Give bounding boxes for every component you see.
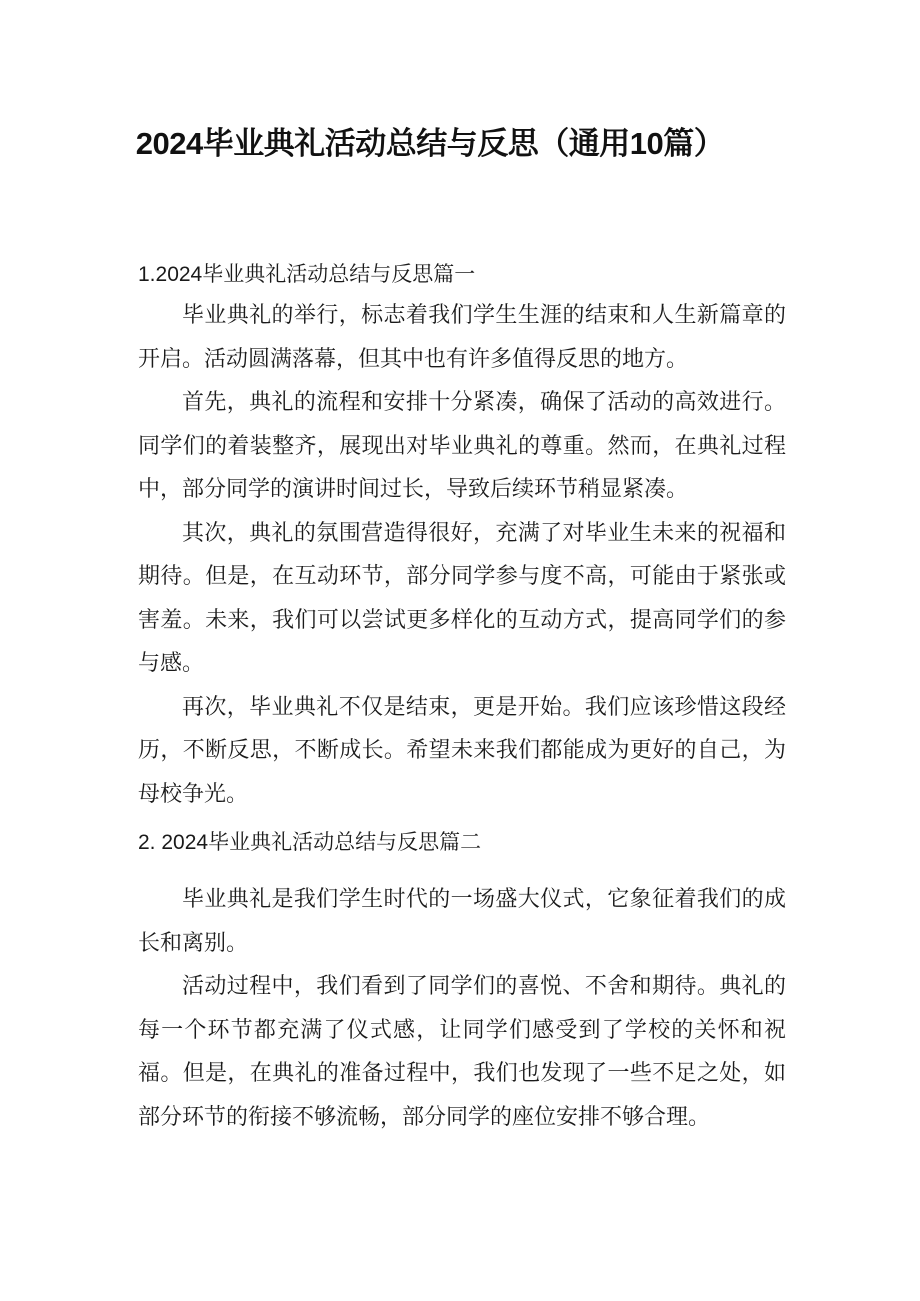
section-1 <box>138 258 786 816</box>
paragraph: 毕业典礼是我们学生时代的一场盛大仪式，它象征着我们的成长和离别。 <box>138 887 786 956</box>
document-title: 2024毕业典礼活动总结与反思（通用10篇） <box>135 126 725 161</box>
paragraph: 首先，典礼的流程和安排十分紧凑，确保了活动的高效进行。同学们的着装整齐，展现出对毕业典礼的尊重。然而，在典礼过程中，部分同学的演讲时间过长，导致后续环节稍显紧凑。 <box>138 390 786 502</box>
paragraph: 其次，典礼的氛围营造得很好，充满了对毕业生未来的祝福和期待。但是，在互动环节，部分同学参与度不高，可能由于紧张或害羞。未来，我们可以尝试更多样化的互动方式，提高同学们的参与感。 <box>138 520 786 676</box>
paragraph: 再次，毕业典礼不仅是结束，更是开始。我们应该珍惜这段经历，不断反思，不断成长。希望未来我们都能成为更好的自己，为母校争光。 <box>138 694 786 807</box>
section-heading: 1.2024毕业典礼活动总结与反思篇一 <box>138 263 476 286</box>
paragraph: 毕业典礼的举行，标志着我们学生生涯的结束和人生新篇章的开启。活动圆满落幕，但其中也有许多值得反思的地方。 <box>138 303 786 372</box>
document-body <box>138 258 786 1139</box>
paragraph: 活动过程中，我们看到了同学们的喜悦、不舍和期待。典礼的每一个环节都充满了仪式感，让同学们感受到了学校的关怀和祝福。但是，在典礼的准备过程中，我们也发现了一些不足之处，如部分环节的衔接不够流畅，部分同学的座位安排不够合理。 <box>138 974 786 1130</box>
section-2 <box>138 826 786 1139</box>
section-heading: 2. 2024毕业典礼活动总结与反思篇二 <box>138 831 482 854</box>
